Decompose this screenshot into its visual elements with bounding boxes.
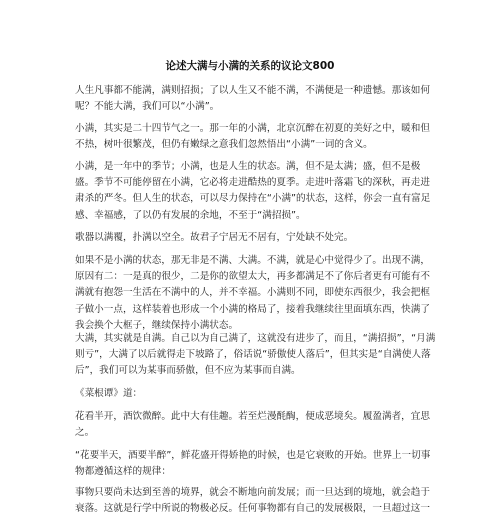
paragraph: 花看半开，酒饮微醉。此中大有佳趣。若至烂漫酕醄，便成恶境矣。履盈满者，宜思之。: [75, 411, 430, 439]
paragraph: 人生凡事都不能满，满则招损；了以人生又不能不满，不满便是一种遗憾。那该如何呢？不能大满，我们可以“小满”。: [75, 85, 430, 113]
paragraph: “花要半天，酒要半醉”，鲜花盛开得娇艳的时候，也是它衰败的开始。世界上一切事物都遵循这样的规律：: [75, 450, 431, 478]
paragraph: 小满，是一年中的季节；小满，也是人生的状态。满，但不是太满；盛，但不是极盛。季节不可能停留在小满，它必将走进酷热的夏季。走进叶落霜飞的深秋，再走进肃杀的严冬。但人生的状态，可以尽力保持在“小满”的状态，这样，你会一直有富足感、幸福感，了以仍有发展的余地，不至于“满招损”。: [75, 161, 431, 221]
paragraph: 《菜根谭》道：: [75, 388, 143, 399]
paragraph: 歌器以满覆，扑满以空全。故君子宁居无不居有，宁处缺不处完。: [75, 232, 354, 243]
paragraph: 如果不是小满的状态，那无非是不满、大满。不满，就是心中觉得少了。出现不满，原因有二：一是真的很少，二是你的欲望太大，再多都满足不了你后者更有可能有不满就有抱怨一生活在不满中的人，并不幸福。小满则不同，即使东西很少，我会把框子做小一点，这样装着也形成一个小满的格局了，接着我继续往里面填东西，快满了我会换个大框子，继续保持小满状态。: [75, 255, 430, 331]
paragraph: 事物只要尚未达到至善的境界，就会不断地向前发展；而一旦达到的境地，就会趋于衰落。这就是行学中所说的物极必反。任何事物都有自己的发展极限，一旦超过这一: [75, 487, 430, 515]
paragraph: 大满，其实就是自满。自己以为自己满了，这就没有进步了，而且，“满招损”，“月满则亏”，大满了以后就得走下坡路了，俗话说“骄傲使人落后”，但其实是“自满使人落后”，我们可以为某事而骄傲，但不应为某事而自满。: [75, 333, 436, 377]
paragraph: 小满，其实是二十四节气之一。那一年的小满，北京沉醉在初夏的美好之中，暖和但不热，树叶很繁茂，但仍有嫩绿之意我们忽然悟出“小满”一词的含义。: [75, 123, 430, 151]
article-title: 论述大满与小满的关系的议论文800: [165, 60, 335, 72]
